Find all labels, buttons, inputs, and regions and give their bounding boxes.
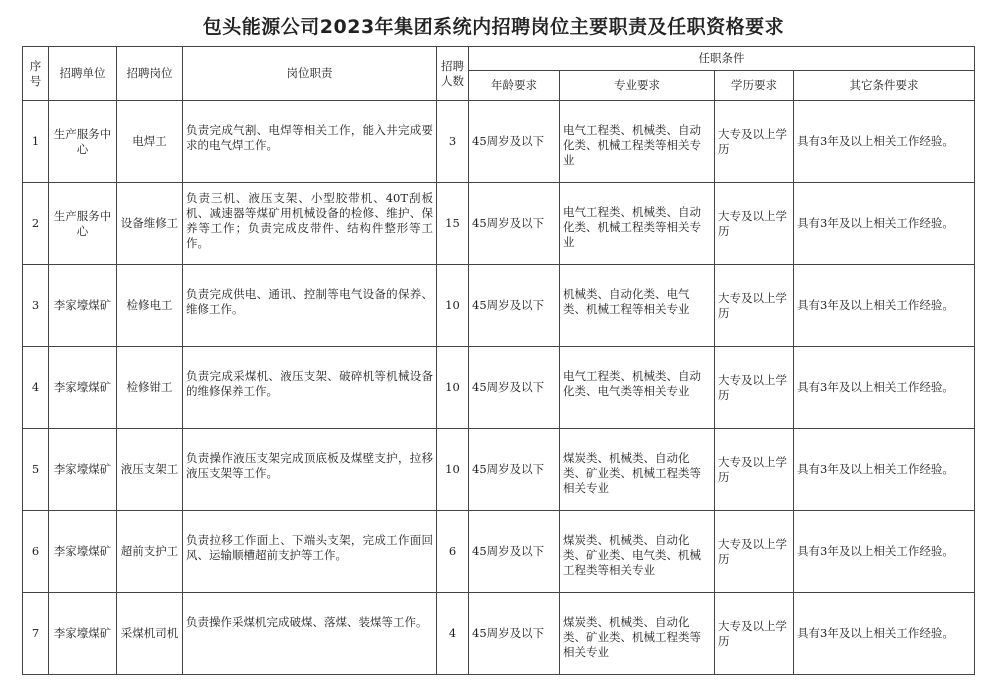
cell-other: 具有3年及以上相关工作经验。 [794, 101, 975, 183]
cell-education: 大专及以上学历 [715, 429, 794, 511]
cell-other: 具有3年及以上相关工作经验。 [794, 429, 975, 511]
header-unit: 招聘单位 [49, 47, 117, 101]
table-row [23, 593, 975, 675]
cell-age: 45周岁及以下 [469, 265, 560, 347]
cell-count: 10 [437, 265, 469, 347]
cell-education: 大专及以上学历 [715, 183, 794, 265]
cell-major: 电气工程类、机械类、自动化类、电气类等相关专业 [560, 347, 715, 429]
cell-other: 具有3年及以上相关工作经验。 [794, 511, 975, 593]
cell-education: 大专及以上学历 [715, 593, 794, 675]
cell-position: 设备维修工 [117, 183, 183, 265]
header-age: 年龄要求 [469, 71, 560, 101]
header-conditions: 任职条件 [469, 47, 975, 71]
cell-education: 大专及以上学历 [715, 101, 794, 183]
header-position: 招聘岗位 [117, 47, 183, 101]
cell-position: 检修电工 [117, 265, 183, 347]
table-row [23, 511, 975, 593]
page-title: 包头能源公司2023年集团系统内招聘岗位主要职责及任职资格要求 [202, 16, 785, 38]
cell-major: 电气工程类、机械类、自动化类、机械工程类等相关专业 [560, 101, 715, 183]
recruitment-table [22, 46, 975, 675]
cell-age: 45周岁及以下 [469, 429, 560, 511]
cell-age: 45周岁及以下 [469, 511, 560, 593]
cell-unit: 李家壕煤矿 [49, 511, 117, 593]
cell-position: 采煤机司机 [117, 593, 183, 675]
cell-seq: 1 [23, 101, 49, 183]
header-education: 学历要求 [715, 71, 794, 101]
cell-seq: 6 [23, 511, 49, 593]
header-count: 招聘人数 [437, 47, 469, 101]
cell-duties: 负责完成采煤机、液压支架、破碎机等机械设备的维修保养工作。 [183, 347, 437, 429]
cell-count: 10 [437, 429, 469, 511]
cell-position: 超前支护工 [117, 511, 183, 593]
cell-position: 液压支架工 [117, 429, 183, 511]
cell-other: 具有3年及以上相关工作经验。 [794, 265, 975, 347]
header-seq: 序号 [23, 47, 49, 101]
cell-major: 煤炭类、机械类、自动化类、矿业类、机械工程类等相关专业 [560, 593, 715, 675]
cell-unit: 李家壕煤矿 [49, 347, 117, 429]
cell-unit: 生产服务中心 [49, 101, 117, 183]
header-other: 其它条件要求 [794, 71, 975, 101]
table-row [23, 347, 975, 429]
cell-seq: 4 [23, 347, 49, 429]
cell-unit: 李家壕煤矿 [49, 429, 117, 511]
table-row [23, 101, 975, 183]
cell-unit: 生产服务中心 [49, 183, 117, 265]
cell-position: 检修钳工 [117, 347, 183, 429]
cell-age: 45周岁及以下 [469, 101, 560, 183]
header-major: 专业要求 [560, 71, 715, 101]
cell-major: 煤炭类、机械类、自动化类、矿业类、电气类、机械工程类等相关专业 [560, 511, 715, 593]
cell-count: 10 [437, 347, 469, 429]
cell-major: 电气工程类、机械类、自动化类、机械工程类等相关专业 [560, 183, 715, 265]
cell-duties: 负责拉移工作面上、下端头支架，完成工作面回风、运输顺槽超前支护等工作。 [183, 511, 437, 593]
cell-unit: 李家壕煤矿 [49, 265, 117, 347]
cell-major: 煤炭类、机械类、自动化类、矿业类、机械工程类等相关专业 [560, 429, 715, 511]
cell-count: 6 [437, 511, 469, 593]
cell-seq: 5 [23, 429, 49, 511]
cell-other: 具有3年及以上相关工作经验。 [794, 593, 975, 675]
cell-education: 大专及以上学历 [715, 347, 794, 429]
cell-other: 具有3年及以上相关工作经验。 [794, 183, 975, 265]
table-row [23, 429, 975, 511]
header-row-1 [23, 47, 975, 71]
cell-unit: 李家壕煤矿 [49, 593, 117, 675]
cell-seq: 3 [23, 265, 49, 347]
cell-duties: 负责操作采煤机完成破煤、落煤、装煤等工作。 [183, 593, 437, 675]
cell-position: 电焊工 [117, 101, 183, 183]
cell-count: 3 [437, 101, 469, 183]
cell-duties: 负责操作液压支架完成顶底板及煤壁支护，拉移液压支架等工作。 [183, 429, 437, 511]
cell-age: 45周岁及以下 [469, 593, 560, 675]
cell-education: 大专及以上学历 [715, 511, 794, 593]
table-row [23, 265, 975, 347]
cell-seq: 7 [23, 593, 49, 675]
cell-age: 45周岁及以下 [469, 347, 560, 429]
cell-duties: 负责完成供电、通讯、控制等电气设备的保养、维修工作。 [183, 265, 437, 347]
cell-education: 大专及以上学历 [715, 265, 794, 347]
cell-count: 15 [437, 183, 469, 265]
cell-major: 机械类、自动化类、电气类、机械工程等相关专业 [560, 265, 715, 347]
cell-count: 4 [437, 593, 469, 675]
table-row [23, 183, 975, 265]
cell-other: 具有3年及以上相关工作经验。 [794, 347, 975, 429]
cell-duties: 负责完成气割、电焊等相关工作，能入井完成要求的电气焊工作。 [183, 101, 437, 183]
cell-age: 45周岁及以下 [469, 183, 560, 265]
header-duties: 岗位职责 [183, 47, 437, 101]
cell-duties: 负责三机、液压支架、小型胶带机、40T刮板机、减速器等煤矿用机械设备的检修、维护、保养等工作；负责完成皮带件、结构件整形等工作。 [183, 183, 437, 265]
cell-seq: 2 [23, 183, 49, 265]
